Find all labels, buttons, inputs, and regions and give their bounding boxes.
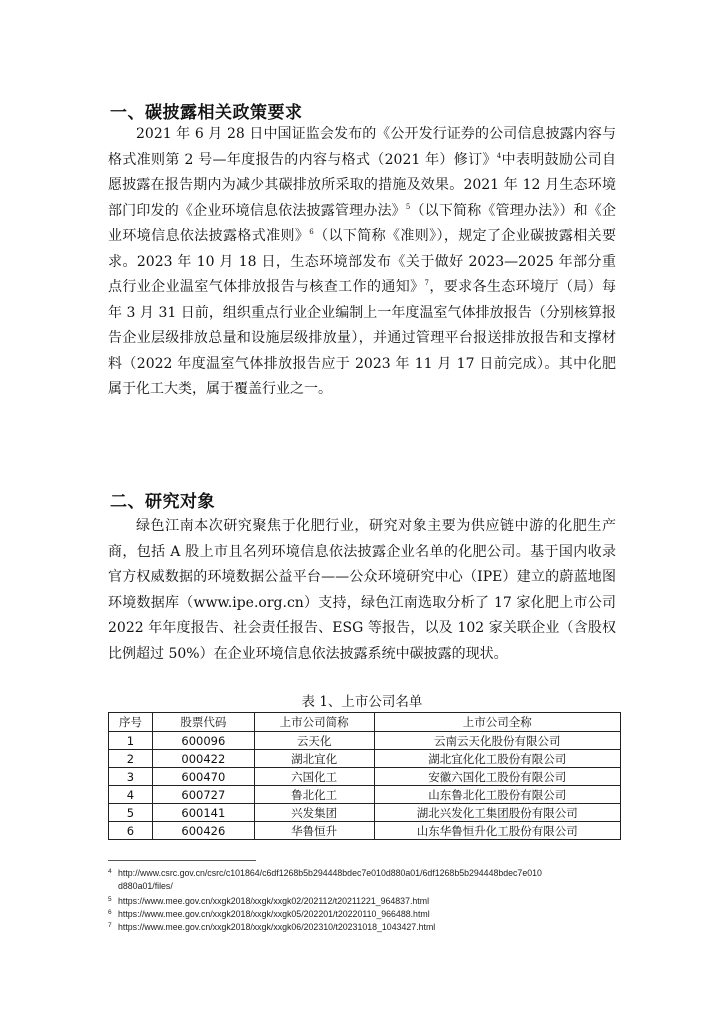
header-short-name: 上市公司简称	[254, 713, 374, 732]
cell-index: 5	[109, 804, 153, 822]
footnote-mark: 4	[108, 868, 112, 875]
footnote-mark: 6	[108, 909, 112, 916]
footnote-ref-6: 6	[309, 228, 314, 236]
footnote-ref-7: 7	[424, 279, 429, 287]
footnote-ref-5: 5	[405, 202, 411, 211]
cell-stock-code: 600426	[152, 822, 254, 840]
footnote-link-continued[interactable]: d880a01/files/	[118, 880, 173, 891]
footnote-link[interactable]: https://www.mee.gov.cn/xxgk2018/xxgk/xxgk05/202201/t20220110_966488.html	[118, 909, 430, 919]
cell-full-name: 湖北兴发化工集团股份有限公司	[374, 804, 620, 822]
table-header-row	[109, 713, 621, 732]
table-row	[109, 822, 621, 840]
footnote-separator	[108, 860, 256, 861]
footnote-link[interactable]: https://www.mee.gov.cn/xxgk2018/xxgk/xxgk06/202310/t20231018_1043427.html	[118, 922, 436, 932]
policy-paragraph	[108, 122, 616, 403]
footnote-4	[108, 866, 624, 892]
policy-text-3: （以下简称《管理办法》）和《企业环境信息依法披露格式准则》	[108, 202, 617, 244]
cell-stock-code: 000422	[152, 750, 254, 768]
cell-full-name: 云南云天化股份有限公司	[374, 732, 620, 750]
footnote-6	[108, 907, 624, 921]
cell-short-name: 湖北宜化	[254, 750, 374, 768]
header-full-name: 上市公司全称	[374, 713, 620, 732]
footnote-link[interactable]: https://www.mee.gov.cn/xxgk2018/xxgk/xxgk02/202112/t20211221_964837.html	[118, 896, 430, 906]
cell-short-name: 六国化工	[254, 768, 374, 786]
cell-full-name: 安徽六国化工股份有限公司	[374, 768, 620, 786]
cell-index: 2	[109, 750, 153, 768]
cell-stock-code: 600096	[152, 732, 254, 750]
table-row	[109, 732, 621, 750]
cell-full-name: 山东鲁北化工股份有限公司	[374, 786, 620, 804]
table-row	[109, 786, 621, 804]
policy-text-4: （以下简称《准则》），规定了企业碳披露相关要求。2023 年 10 月 18 日，生态环境部发布《关于做好 2023—2025 年部分重点行业企业温室气体排放报告与核查工作的通知》	[108, 228, 617, 295]
footnote-link[interactable]: http://www.csrc.gov.cn/csrc/c101864/c6df1268b5b294448bdec7e010d880a01/6df1268b5b294448bdec7e010	[118, 868, 542, 878]
policy-text-1: 2021 年 6 月 28 日中国证监会发布的《公开发行证券的公司信息披露内容与格式准则第 2 号—年度报告的内容与格式（2021 年）修订》	[108, 126, 616, 168]
cell-short-name: 云天化	[254, 732, 374, 750]
cell-stock-code: 600727	[152, 786, 254, 804]
cell-stock-code: 600470	[152, 768, 254, 786]
research-object-paragraph: 绿色江南本次研究聚焦于化肥行业，研究对象主要为供应链中游的化肥生产商，包括 A 股上市且名列环境信息依法披露企业名单的化肥公司。基于国内收录官方权威数据的环境数据公益平台——公众环境研究中心（IPE）建立的蔚蓝地图环境数据库（www.ipe.org.cn）支持，绿色江南选取分析了 17 家化肥上市公司 2022 年年度报告、社会责任报告、ESG 等报告，以及 102 家关联企业（含股权比例超过 50%）在企业环境信息依法披露系统中碳披露的现状。	[108, 518, 616, 662]
header-index: 序号	[109, 713, 153, 732]
cell-short-name: 兴发集团	[254, 804, 374, 822]
cell-index: 4	[109, 786, 153, 804]
policy-text-5: ，要求各生态环境厅（局）每年 3 月 31 日前，组织重点行业企业编制上一年度温室气体排放报告（分别核算报告企业层级排放总量和设施层级排放量），并通过管理平台报送排放报告和支撑材料（2022 年度温室气体排放报告应于 2023 年 11 月 17 日前完成）。其中化肥属于化工大类，属于覆盖行业之一。	[108, 279, 617, 397]
section-heading-policy: 一、碳披露相关政策要求	[110, 103, 303, 123]
table-row	[109, 750, 621, 768]
footnote-5	[108, 894, 624, 908]
header-stock-code: 股票代码	[152, 713, 254, 732]
cell-stock-code: 600141	[152, 804, 254, 822]
table-row	[109, 768, 621, 786]
cell-index: 1	[109, 732, 153, 750]
cell-full-name: 山东华鲁恒升化工股份有限公司	[374, 822, 620, 840]
listed-companies-table	[108, 712, 621, 840]
footnote-mark: 7	[108, 922, 112, 929]
cell-full-name: 湖北宜化化工股份有限公司	[374, 750, 620, 768]
footnote-ref-4: 4	[496, 151, 502, 160]
cell-short-name: 华鲁恒升	[254, 822, 374, 840]
section-heading-research-object: 二、研究对象	[110, 492, 215, 512]
footnote-7	[108, 920, 624, 934]
cell-short-name: 鲁北化工	[254, 786, 374, 804]
table-row	[109, 804, 621, 822]
policy-text-2: 中表明鼓励公司自愿披露在报告期内为减少其碳排放所采取的措施及效果。2021 年 12 月生态环境部门印发的《企业环境信息依法披露管理办法》	[108, 151, 617, 219]
cell-index: 3	[109, 768, 153, 786]
footnote-mark: 5	[108, 896, 112, 903]
cell-index: 6	[109, 822, 153, 840]
table-caption: 表 1、上市公司名单	[301, 694, 423, 710]
